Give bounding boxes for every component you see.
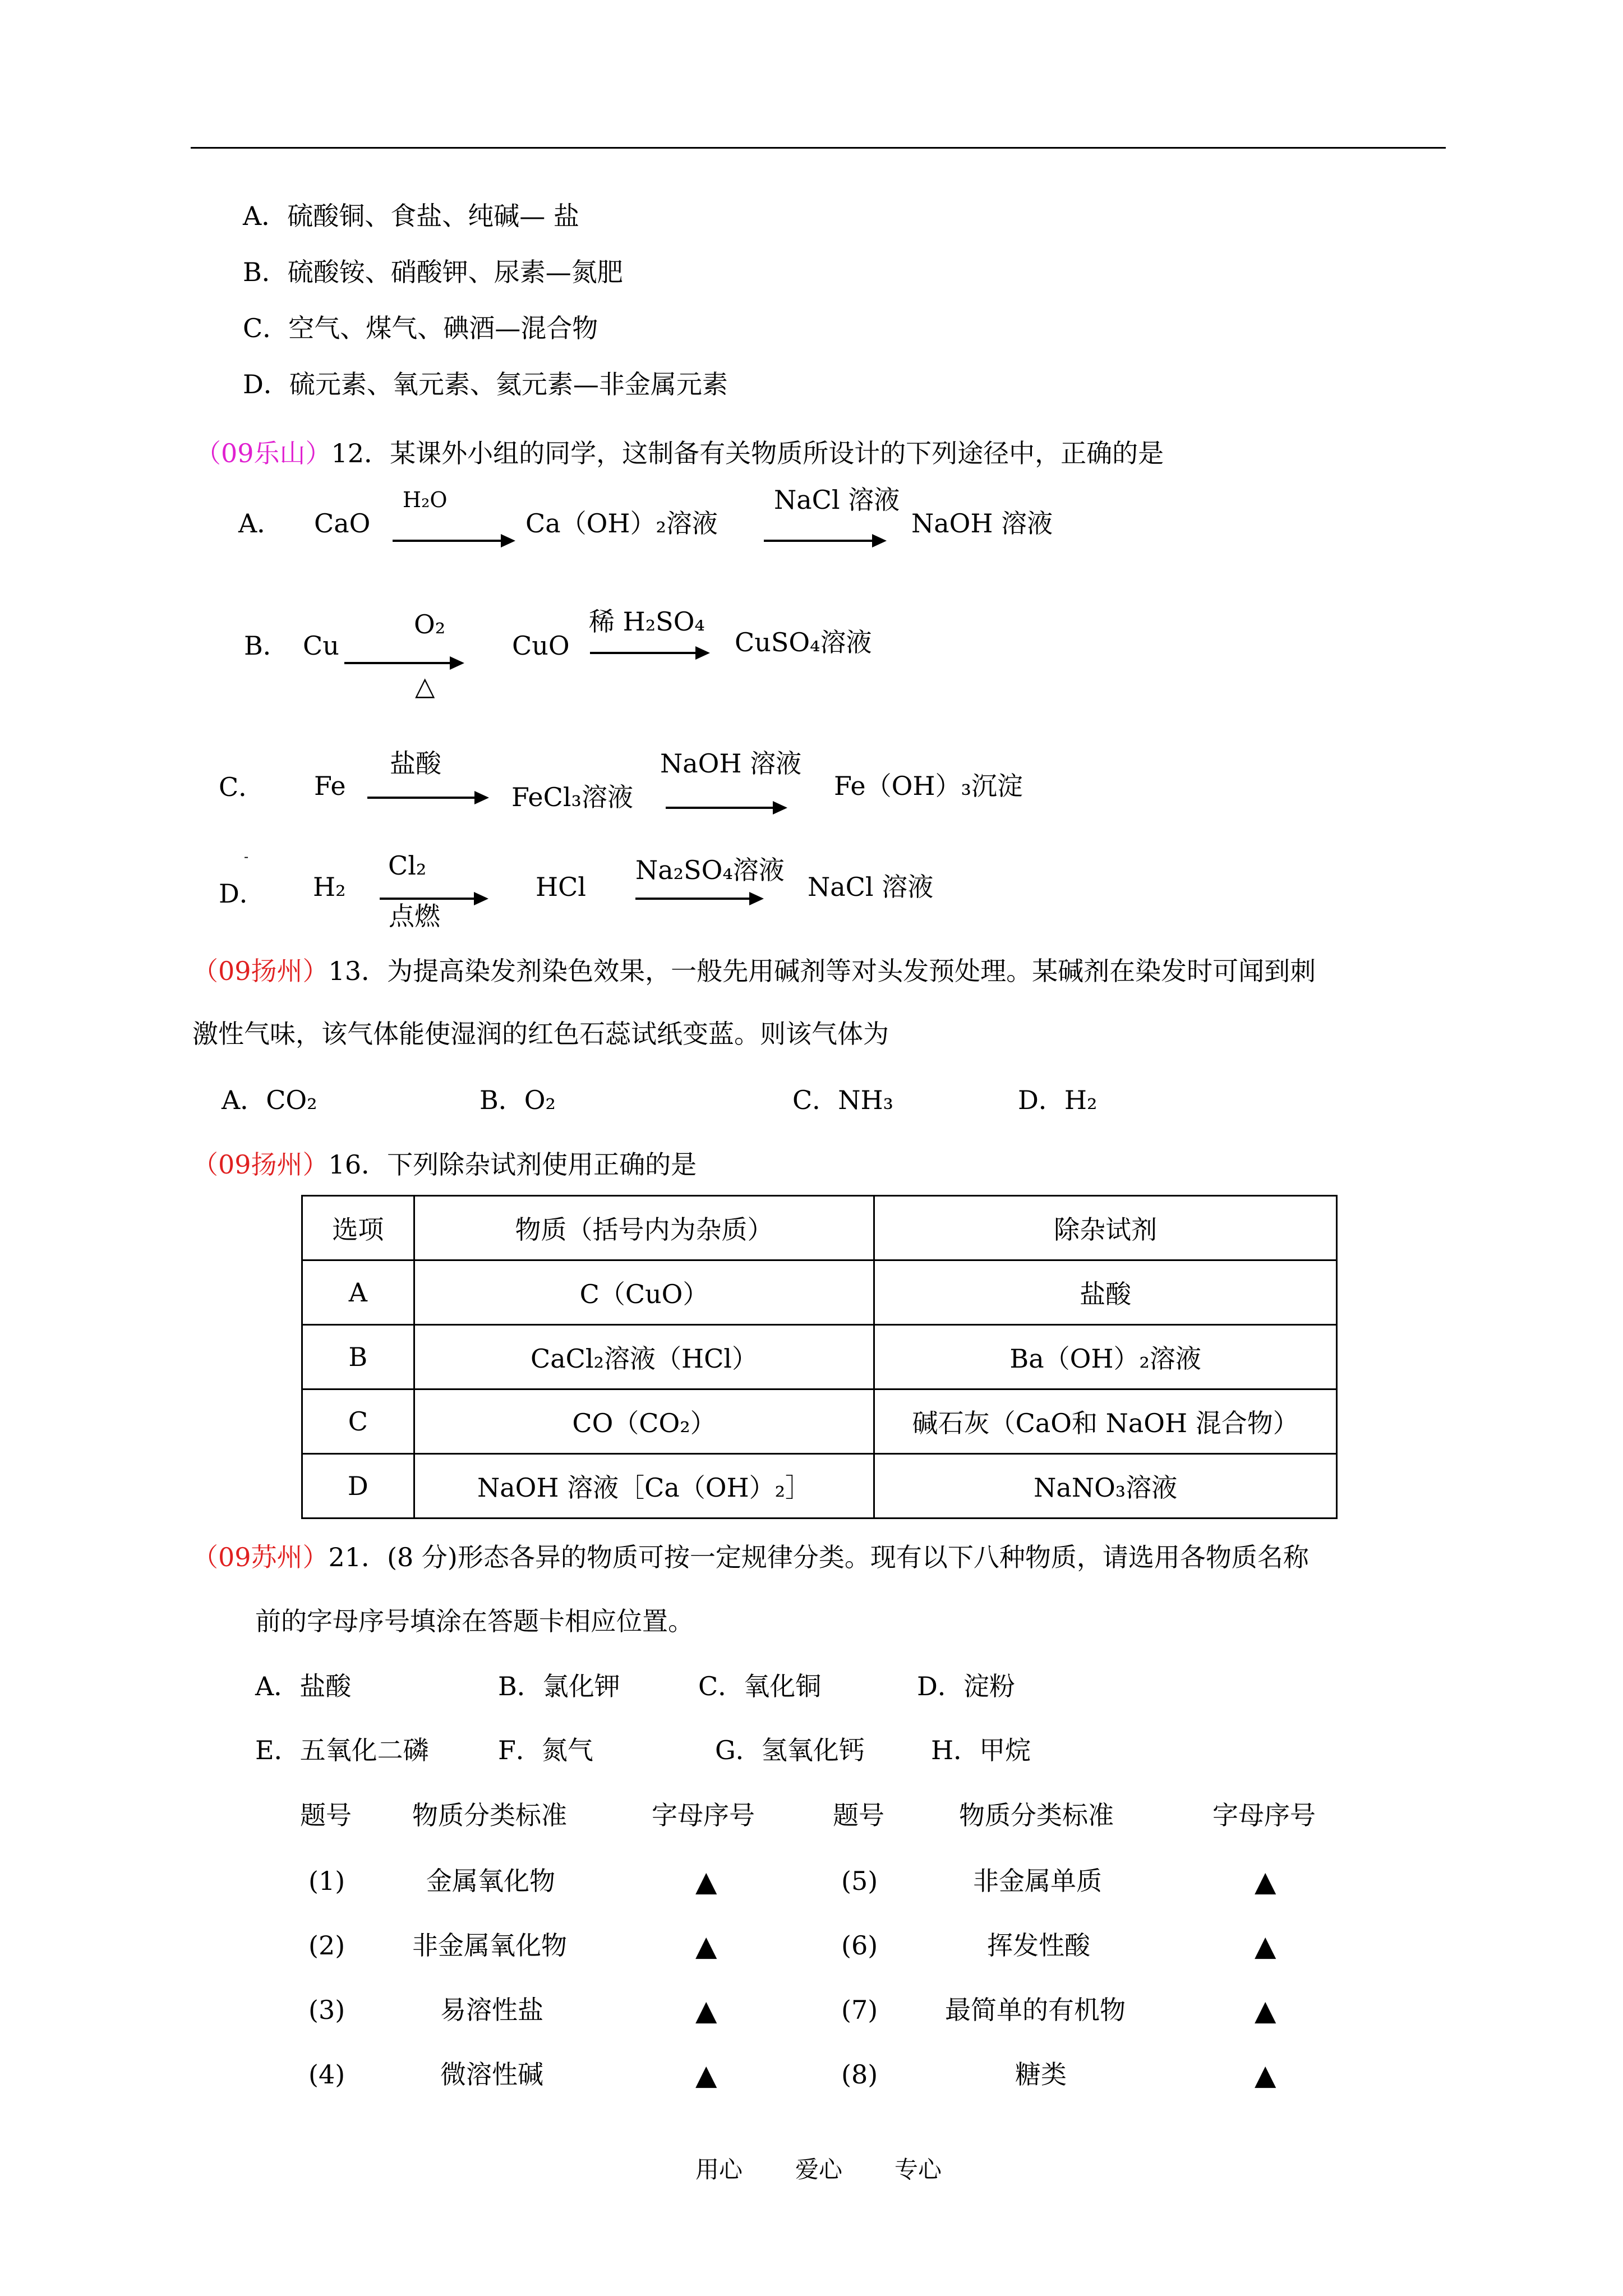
q12d-end: NaCl 溶液 (808, 872, 934, 902)
grid-cell: (5) (841, 1866, 878, 1896)
stray-mark: - (244, 849, 249, 864)
prev-option-a: A．硫酸铜、食盐、纯碱— 盐 (243, 201, 579, 231)
q12d-condition: 点燃 (389, 901, 440, 931)
q21-choice-b: B．氯化钾 (498, 1671, 620, 1701)
grid-cell: 糖类 (1015, 2059, 1067, 2090)
prev-option-b: B．硫酸铵、硝酸钾、尿素—氮肥 (243, 257, 623, 287)
q12c-arrow1 (367, 797, 487, 799)
grid-cell: (1) (308, 1866, 345, 1896)
q12d-start: H₂ (313, 872, 346, 902)
q21-choice-c: C．氧化铜 (698, 1671, 822, 1701)
q12a-label: A． (238, 508, 283, 539)
grid-cell: 微溶性碱 (440, 2059, 543, 2090)
grid-header: 题号 (300, 1800, 352, 1830)
answer-triangle: ▲ (1255, 1994, 1276, 2027)
table-header: 选项 (302, 1196, 414, 1260)
q12c-arrow2 (666, 807, 785, 809)
q12d-reagent2: Na₂SO₄溶液 (635, 855, 785, 885)
table-cell: 碱石灰（CaO和 NaOH 混合物） (874, 1389, 1337, 1454)
q12a-reagent1: H₂O (403, 487, 448, 512)
table-header: 除杂试剂 (874, 1196, 1337, 1260)
q12d-arrow1 (380, 898, 486, 900)
grid-cell: (6) (841, 1930, 878, 1961)
answer-triangle: ▲ (695, 1994, 717, 2027)
q12d-arrow2 (635, 898, 762, 900)
q12b-reagent1: O₂ (414, 609, 446, 639)
grid-header: 字母序号 (1212, 1800, 1316, 1830)
table-cell: A (302, 1260, 414, 1325)
grid-cell: (2) (308, 1930, 345, 1961)
q21-choice-f: F．氮气 (498, 1735, 593, 1765)
q16-stem: 16．下列除杂试剂使用正确的是 (328, 1149, 697, 1180)
q12c-mid: FeCl₃溶液 (511, 782, 633, 812)
table-cell: C（CuO） (414, 1260, 874, 1325)
grid-cell: 最简单的有机物 (945, 1995, 1126, 2025)
grid-cell: (8) (841, 2059, 878, 2090)
q13-option-b: B．O₂ (479, 1085, 556, 1115)
q16-line (192, 1149, 697, 1180)
q21-line1 (192, 1544, 1309, 1570)
q21-stem-1: 21．(8 分)形态各异的物质可按一定规律分类。现有以下八种物质，请选用各物质名称 (328, 1542, 1309, 1572)
q21-choice-d: D．淀粉 (917, 1671, 1015, 1701)
q13-option-a: A．CO₂ (222, 1085, 317, 1115)
q21-choice-h: H．甲烷 (931, 1735, 1031, 1765)
table-cell: CaCl₂溶液（HCl） (414, 1325, 874, 1389)
q13-source: （09扬州） (192, 956, 329, 986)
answer-triangle: ▲ (1255, 2059, 1276, 2091)
q12b-condition: △ (415, 671, 435, 701)
q12b-reagent2: 稀 H₂SO₄ (589, 606, 705, 637)
table-row (302, 1389, 1337, 1454)
table-cell: B (302, 1325, 414, 1389)
answer-triangle: ▲ (1255, 1865, 1276, 1898)
grid-header: 字母序号 (652, 1800, 755, 1830)
q21-choice-g: G．氢氧化钙 (715, 1735, 865, 1765)
table-row (302, 1454, 1337, 1519)
q12a-arrow1 (393, 540, 513, 542)
table-cell: Ba（OH）₂溶液 (874, 1325, 1337, 1389)
prev-option-c: C．空气、煤气、碘酒—混合物 (243, 313, 598, 343)
q21-source: （09苏州） (192, 1542, 329, 1572)
grid-cell: 挥发性酸 (987, 1930, 1090, 1961)
table-header-row (302, 1196, 1337, 1260)
table-cell: 盐酸 (874, 1260, 1337, 1325)
answer-triangle: ▲ (695, 1865, 717, 1898)
q16-table (301, 1195, 1338, 1519)
q13-stem-1: 13．为提高染发剂染色效果，一般先用碱剂等对头发预处理。某碱剂在染发时可闻到刺 (328, 956, 1316, 986)
table-cell: D (302, 1454, 414, 1519)
q12a-arrow2 (764, 540, 884, 542)
grid-header: 题号 (833, 1800, 884, 1830)
footer-text-1: 用心 (695, 2156, 743, 2183)
q21-stem-2: 前的字母序号填涂在答题卡相应位置。 (255, 1606, 694, 1636)
q12d-label: D． (219, 878, 265, 909)
grid-cell: (4) (308, 2059, 345, 2090)
prev-option-d: D．硫元素、氧元素、氦元素—非金属元素 (243, 369, 728, 399)
q13-option-d: D．H₂ (1018, 1085, 1098, 1115)
q21-choice-a: A．盐酸 (255, 1671, 352, 1701)
q12b-arrow1 (344, 662, 462, 664)
q12d-mid: HCl (536, 872, 587, 902)
q12a-mid: Ca（OH）₂溶液 (525, 508, 718, 539)
answer-triangle: ▲ (695, 1930, 717, 1962)
table-cell: C (302, 1389, 414, 1454)
q21-choice-e: E．五氧化二磷 (255, 1735, 429, 1765)
q13-line1 (192, 958, 1316, 984)
table-cell: NaNO₃溶液 (874, 1454, 1337, 1519)
header-rule (191, 147, 1446, 149)
q16-source: （09扬州） (192, 1149, 329, 1180)
grid-header: 物质分类标准 (959, 1800, 1114, 1830)
q12a-end: NaOH 溶液 (911, 508, 1053, 539)
q12a-reagent2: NaCl 溶液 (774, 485, 900, 515)
table-cell: NaOH 溶液［Ca（OH）₂］ (414, 1454, 874, 1519)
q12c-reagent2: NaOH 溶液 (660, 748, 802, 779)
q12a-start: CaO (314, 508, 371, 539)
grid-cell: 非金属单质 (973, 1866, 1102, 1896)
q12-source: （09乐山） (195, 438, 331, 468)
grid-cell: (7) (841, 1995, 878, 2025)
table-row (302, 1325, 1337, 1389)
q12c-start: Fe (314, 771, 346, 801)
q12b-start: Cu (303, 631, 339, 661)
q12b-label: B． (244, 631, 289, 661)
grid-header: 物质分类标准 (412, 1800, 567, 1830)
q12c-reagent1: 盐酸 (390, 748, 441, 779)
q12-line (195, 440, 1164, 466)
q12d-reagent1: Cl₂ (388, 850, 427, 881)
q13-stem-2: 激性气味，该气体能使湿润的红色石蕊试纸变蓝。则该气体为 (192, 1019, 889, 1049)
grid-cell: 金属氧化物 (426, 1866, 555, 1896)
table-cell: CO（CO₂） (414, 1389, 874, 1454)
q12b-end: CuSO₄溶液 (735, 627, 872, 657)
footer-text-2: 爱心 (795, 2156, 843, 2183)
q12c-label: C． (219, 772, 265, 802)
table-header: 物质（括号内为杂质） (414, 1196, 874, 1260)
q12b-arrow2 (590, 652, 708, 654)
footer-text-3: 专心 (895, 2156, 942, 2183)
grid-cell: 易溶性盐 (440, 1995, 543, 2025)
grid-cell: (3) (308, 1995, 345, 2025)
answer-triangle: ▲ (1255, 1930, 1276, 1962)
q12-stem: 12．某课外小组的同学，这制备有关物质所设计的下列途径中，正确的是 (331, 438, 1164, 468)
grid-cell: 非金属氧化物 (412, 1930, 567, 1961)
q13-option-c: C．NH₃ (792, 1085, 894, 1115)
answer-triangle: ▲ (695, 2059, 717, 2091)
table-row (302, 1260, 1337, 1325)
q12b-mid: CuO (512, 631, 570, 661)
q12c-end: Fe（OH）₃沉淀 (834, 771, 1023, 801)
